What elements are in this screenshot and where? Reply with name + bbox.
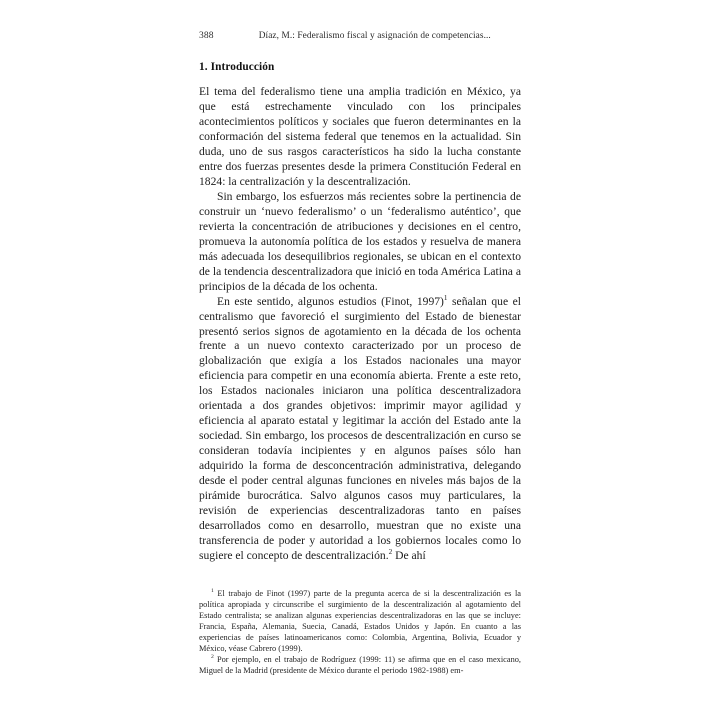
running-head-title: Díaz, M.: Federalismo fiscal y asignación de competencias...: [258, 31, 491, 41]
footnote-1: [199, 588, 521, 654]
footnote-ref-1[interactable]: 1: [443, 293, 448, 302]
section-heading: 1. Introducción: [199, 61, 275, 73]
page-number: 388: [199, 30, 214, 41]
footnote-1-marker: 1: [211, 588, 214, 595]
footnote-2-marker: 2: [211, 654, 214, 661]
paragraph-3-part-a: En este sentido, algunos estudios (Finot, 1997): [217, 294, 444, 308]
page-content-column: [199, 30, 521, 564]
footnote-1-text: El trabajo de Finot (1997) parte de la pregunta acerca de si la descentralización es la política apropiada y circunscribe el surgimiento de la descentralización al agotamiento del Estado centralista; se analizan algunas experiencias descentralizadoras en las que se incluye: Francia, España, Alemania, Suecia, Canadá, Estados Unidos y Japón. En cuanto a las experiencias de países latinoamericanos como: Colombia, Argentina, Bolivia, Ecuador y México, véase Cabrero (1999).: [199, 589, 521, 653]
footnote-2: [199, 654, 521, 676]
running-head: [199, 30, 521, 42]
body-text: [199, 85, 521, 564]
footnote-2-text: Por ejemplo, en el trabajo de Rodríguez (1999: 11) se afirma que en el caso mexicano, Miguel de la Madrid (presidente de México durante el periodo 1982-1988) em-: [199, 655, 521, 675]
footnote-ref-2[interactable]: 2: [388, 548, 393, 557]
paragraph-3-part-c: De ahí: [392, 549, 426, 563]
paragraph-3-part-b: señalan que el centralismo que favoreció el surgimiento del Estado de bienestar presentó serios signos de agotamiento en la década de los ochenta frente a un nuevo contexto caracterizado por un proceso de globalización que exigía a los Estados nacionales una mayor eficiencia para competir en una economía abierta. Frente a este reto, los Estados nacionales iniciaron una política descentralizadora orientada a dos grandes objetivos: imprimir mayor agilidad y eficiencia al aparato estatal y legitimar la acción del Estado ante la sociedad. Sin embargo, los procesos de descentralización en curso se consideran todavía incipientes y en algunos países sólo han adquirido la forma de desconcentración administrativa, delegando desde el poder central algunas funciones en niveles más bajos de la pirámide burocrática. Salvo algunos casos muy particulares, la revisión de experiencias descentralizadoras tanto en países desarrollados como en desarrollo, muestran que no existe una transferencia de poder y autoridad a los gobiernos locales como lo sugiere el concepto de descentralización.: [199, 294, 521, 563]
paragraph-1: El tema del federalismo tiene una amplia tradición en México, ya que está estrechamente vinculado con los principales acontecimientos políticos y sociales que fueron determinantes en la conformación del sistema federal que tenemos en la actualidad. Sin duda, uno de sus rasgos característicos ha sido la lucha constante entre dos fuerzas presentes desde la primera Constitución Federal en 1824: la centralización y la descentralización.: [199, 85, 521, 188]
paragraph-3: [199, 295, 521, 564]
paragraph-2: Sin embargo, los esfuerzos más recientes sobre la pertinencia de construir un ‘nuevo federalismo’ o un ‘federalismo auténtico’, que revierta la concentración de atribuciones y decisiones en el centro, promueva la autonomía política de los estados y resuelva de manera más adecuada los desequilibrios regionales, se ubican en el contexto de la tendencia descentralizadora que inició en toda América Latina a principios de la década de los ochenta.: [199, 189, 521, 293]
footnotes-block: [199, 588, 521, 676]
